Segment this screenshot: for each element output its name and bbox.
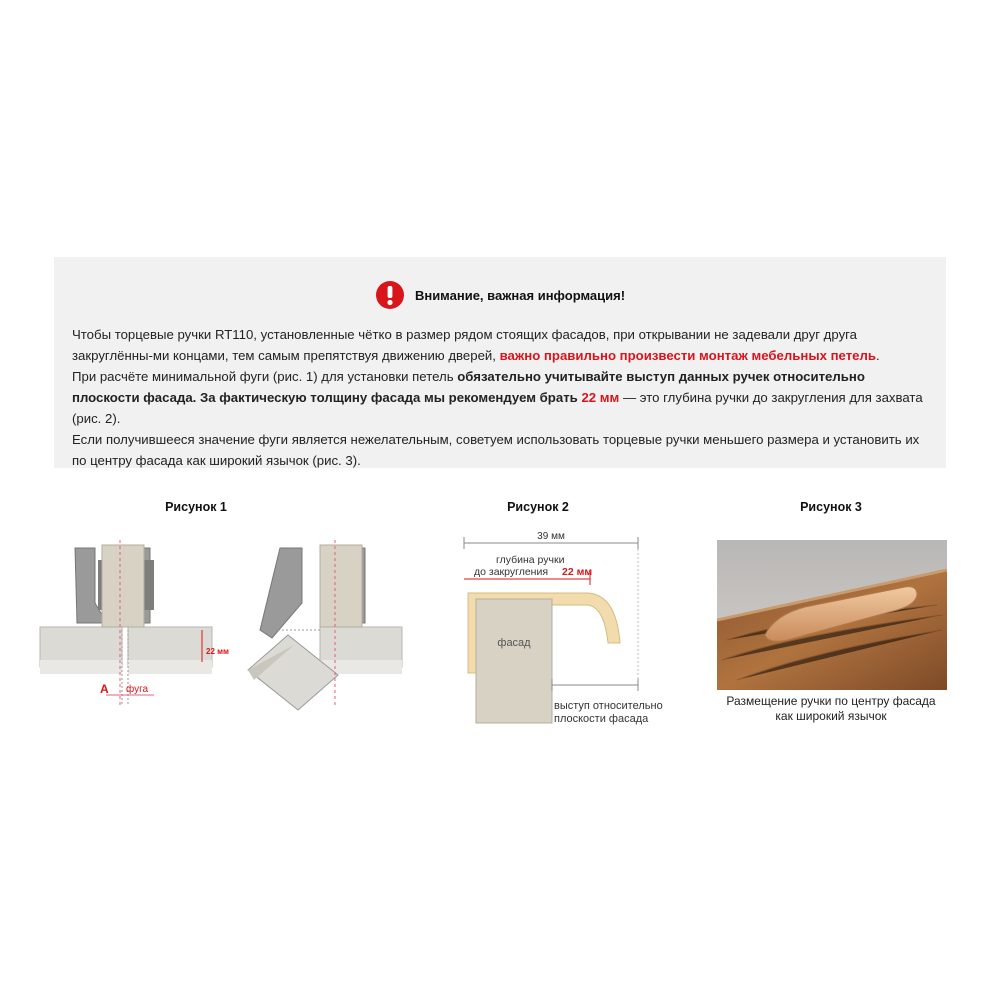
width-label: 39 мм [537, 531, 565, 542]
hinge-closed-assembly [40, 540, 212, 705]
figure3-caption-line1: Размещение ручки по центру фасада [726, 694, 936, 708]
p2-text-end: — это глубина ручки до закругления для захвата (рис. 2). [72, 390, 923, 426]
p2-text: При расчёте минимальной фуги (рис. 1) для установки петель [72, 369, 458, 384]
figure2-diagram [440, 525, 690, 735]
depth-label-2: до закругления [474, 566, 549, 578]
exclamation-icon [375, 280, 405, 310]
depth-value: 22 мм [562, 566, 593, 578]
figure3-caption [700, 694, 962, 724]
label-a: А [100, 682, 109, 696]
p1-text: Чтобы торцевые ручки RT110, установленные чётко в размер рядом стоящих фасадов, при открывании не задевали друг друга закруглённы-ми концами, тем самым препятствуя движению дверей, [72, 327, 858, 363]
depth-label-1: глубина ручки [496, 554, 565, 566]
hinge-open-assembly [248, 540, 402, 710]
figure1-diagram [30, 530, 420, 730]
notice-title: Внимание, важная информация! [414, 287, 626, 303]
figure3-title: Рисунок 3 [800, 500, 862, 514]
label-22mm: 22 мм [206, 647, 229, 656]
notice-paragraph-3: Если получившееся значение фуги является нежелательным, советуем использовать торцевые ручки меньшего размера и установить их по центру фасада как широкий язычок (рис. 3). [72, 432, 920, 468]
p1-highlight: важно правильно произвести монтаж мебельных петель [499, 348, 876, 363]
figure1-title: Рисунок 1 [165, 500, 227, 514]
notice-text [72, 324, 932, 471]
figure3-caption-line2: как широкий язычок [775, 709, 887, 723]
notice-paragraph-1 [72, 324, 932, 366]
notice-paragraph-2 [72, 366, 932, 429]
notice-panel [54, 257, 946, 468]
facade-block [476, 599, 552, 723]
figure2-title: Рисунок 2 [507, 500, 569, 514]
protrusion-label-1: выступ относительно [554, 700, 663, 712]
notice-header [54, 279, 946, 311]
facade-label: фасад [497, 637, 531, 649]
p2-highlight: 22 мм [581, 390, 620, 405]
figure3-photo [717, 540, 947, 690]
p1-end: . [875, 348, 880, 363]
protrusion-label-2: плоскости фасада [554, 713, 649, 725]
label-gap: фуга [126, 684, 149, 695]
p2-bold: обязательно учитывайте выступ данных ручек относительно плоскости фасада. За фактическую толщину фасада мы рекомендуем брать [72, 369, 865, 405]
